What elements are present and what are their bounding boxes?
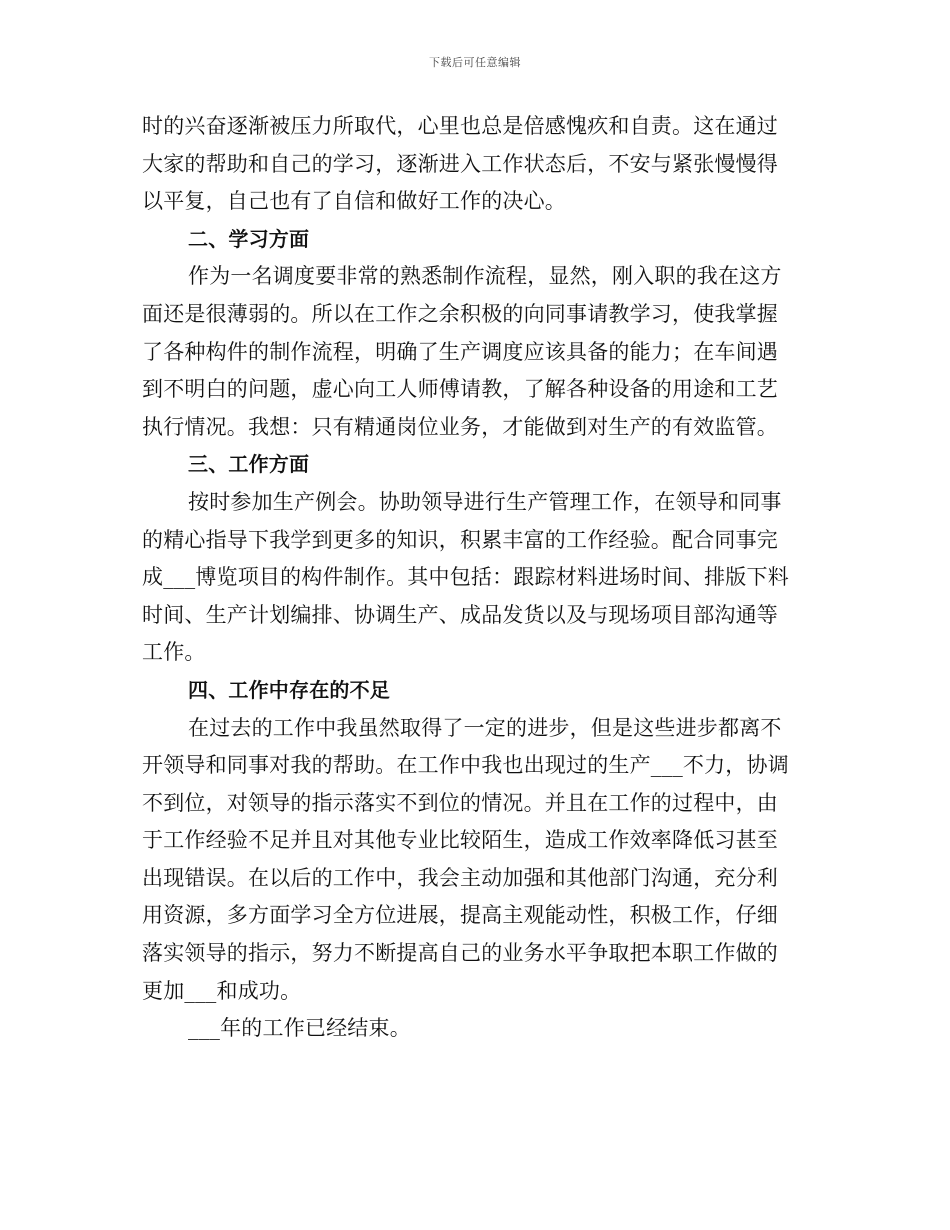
- paragraph-first-line: ___年的工作已经结束。: [188, 1016, 411, 1041]
- paragraph-line: 开领导和同事对我的帮助。在工作中我也出现过的生产___不力，协调: [142, 753, 789, 778]
- page-header: 下载后可任意编辑: [429, 56, 521, 69]
- paragraph-line: 成___博览项目的构件制作。其中包括：跟踪材料进场时间、排版下料: [142, 565, 789, 590]
- paragraph-line: 到不明白的问题，虚心向工人师傅请教，了解各种设备的用途和工艺: [142, 377, 778, 402]
- paragraph-line: 出现错误。在以后的工作中，我会主动加强和其他部门沟通，充分利: [142, 865, 778, 890]
- paragraph-line: 时的兴奋逐渐被压力所取代，心里也总是倍感愧疚和自责。这在通过: [142, 114, 778, 138]
- paragraph-line: 以平复，自己也有了自信和做好工作的决心。: [142, 189, 566, 214]
- paragraph-line: 落实领导的指示，努力不断提高自己的业务水平争取把本职工作做的: [142, 941, 778, 966]
- section-heading: 三、工作方面: [188, 452, 310, 477]
- paragraph-line: 工作。: [142, 640, 206, 665]
- paragraph-line: 时间、生产计划编排、协调生产、成品发货以及与现场项目部沟通等: [142, 602, 778, 627]
- paragraph-line: 执行情况。我想：只有精通岗位业务，才能做到对生产的有效监管。: [142, 414, 778, 439]
- paragraph-line: 用资源，多方面学习全方位进展，提高主观能动性，积极工作，仔细: [142, 903, 778, 928]
- paragraph-line: 不到位，对领导的指示落实不到位的情况。并且在工作的过程中，由: [142, 790, 778, 815]
- paragraph-line: 面还是很薄弱的。所以在工作之余积极的向同事请教学习，使我掌握: [142, 301, 778, 326]
- paragraph-first-line: 作为一名调度要非常的熟悉制作流程，显然，刚入职的我在这方: [188, 264, 782, 289]
- paragraph-line: 更加___和成功。: [142, 978, 302, 1003]
- paragraph-first-line: 在过去的工作中我虽然取得了一定的进步，但是这些进步都离不: [188, 715, 782, 740]
- section-heading: 二、学习方面: [188, 226, 310, 251]
- paragraph-line: 的精心指导下我学到更多的知识，积累丰富的工作经验。配合同事完: [142, 527, 778, 552]
- section-heading: 四、工作中存在的不足: [188, 677, 390, 702]
- paragraph-line: 了各种构件的制作流程，明确了生产调度应该具备的能力；在车间遇: [142, 339, 778, 364]
- paragraph-first-line: 按时参加生产例会。协助领导进行生产管理工作，在领导和同事: [188, 489, 782, 514]
- document-body: [142, 108, 810, 1048]
- paragraph-line: 于工作经验不足并且对其他专业比较陌生，造成工作效率降低习甚至: [142, 828, 778, 853]
- paragraph-line: 大家的帮助和自己的学习，逐渐进入工作状态后，不安与紧张慢慢得: [142, 151, 778, 176]
